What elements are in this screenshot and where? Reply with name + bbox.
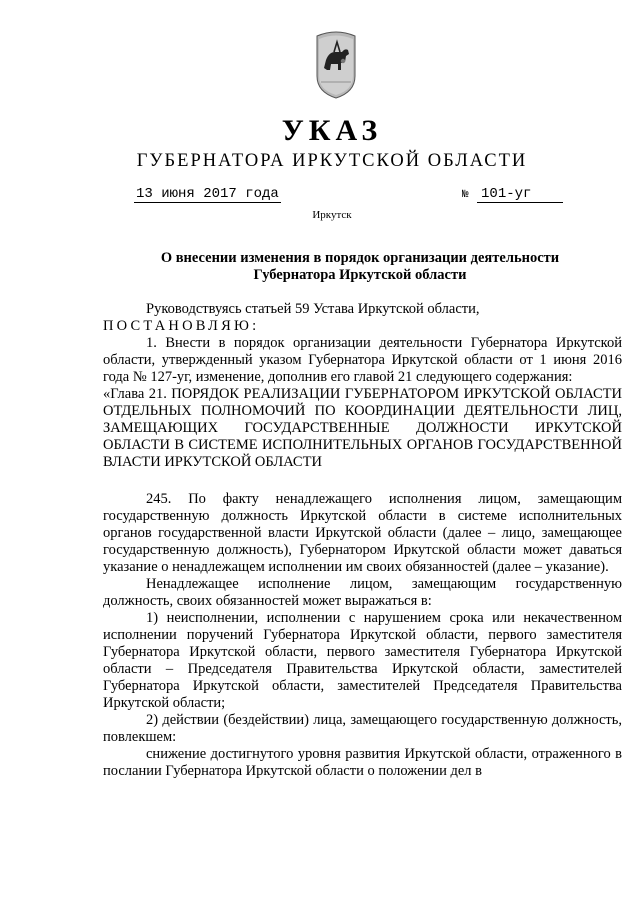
coat-of-arms-emblem (315, 30, 357, 100)
paragraph-245: 245. По факту ненадлежащего исполнения лицом, замещающим государственную должность Иркутской области в системе исполнительных органов государственной власти Иркутской области (далее – лицо, замещающее государственную должность), Губернатором Иркутской области может даваться указание о ненадлежащем исполнении им своих обязанностей (далее – указание). (103, 491, 622, 575)
document-heading-line1: О внесении изменения в порядок организации деятельности (160, 250, 560, 266)
spacer (103, 471, 622, 491)
document-heading-line2: Губернатора Иркутской области (253, 267, 467, 283)
city-name: Иркутск (312, 209, 352, 221)
document-heading (100, 250, 620, 284)
paragraph-improper-execution: Ненадлежащее исполнение лицом, замещающим государственную должность, своих обязанностей может выражаться в: (103, 576, 622, 609)
decree-title: УКАЗ (281, 114, 383, 147)
number-sign: № (462, 189, 469, 201)
paragraph-decrease: снижение достигнутого уровня развития Иркутской области, отраженного в послании Губернатора Иркутской области о положении дел в (103, 746, 622, 779)
paragraph-item-1: 1. Внести в порядок организации деятельности Губернатора Иркутской области, утвержденный указом Губернатора Иркутской области от 1 июня 2016 года № 127-уг, изменение, дополнив его главой 21 следующего содержания: (103, 335, 622, 385)
issuer-title: ГУБЕРНАТОРА ИРКУТСКОЙ ОБЛАСТИ (136, 151, 528, 171)
chapter-heading: «Глава 21. ПОРЯДОК РЕАЛИЗАЦИИ ГУБЕРНАТОРОМ ИРКУТСКОЙ ОБЛАСТИ ОТДЕЛЬНЫХ ПОЛНОМОЧИЙ ПО КООРДИНАЦИИ ДЕЯТЕЛЬНОСТИ ЛИЦ, ЗАМЕЩАЮЩИХ ГОСУДАРСТВЕННЫЕ ДОЛЖНОСТИ ИРКУТСКОЙ ОБЛАСТИ В СИСТЕМЕ ИСПОЛНИТЕЛЬНЫХ ОРГАНОВ ГОСУДАРСТВЕННОЙ ВЛАСТИ ИРКУТСКОЙ ОБЛАСТИ (103, 386, 622, 470)
decree-number (462, 186, 563, 203)
number-value: 101-уг (477, 186, 563, 203)
paragraph-subitem-1: 1) неисполнении, исполнении с нарушением срока или некачественном исполнении поручений Губернатора Иркутской области, первого заместителя Губернатора Иркутской области, первого заместителя Губернатора Иркутской области – Председателя Правительства Иркутской области, заместителей Губернатора Иркутской области, заместителей Председателя Правительства Иркутской области; (103, 610, 622, 711)
document-body (103, 301, 622, 780)
paragraph-subitem-2: 2) действии (бездействии) лица, замещающего государственную должность, повлекшем: (103, 712, 622, 745)
paragraph-basis: Руководствуясь статьей 59 Устава Иркутской области, (146, 301, 480, 317)
paragraph-postanovlyayu: ПОСТАНОВЛЯЮ: (103, 318, 260, 334)
decree-date: 13 июня 2017 года (136, 186, 279, 202)
